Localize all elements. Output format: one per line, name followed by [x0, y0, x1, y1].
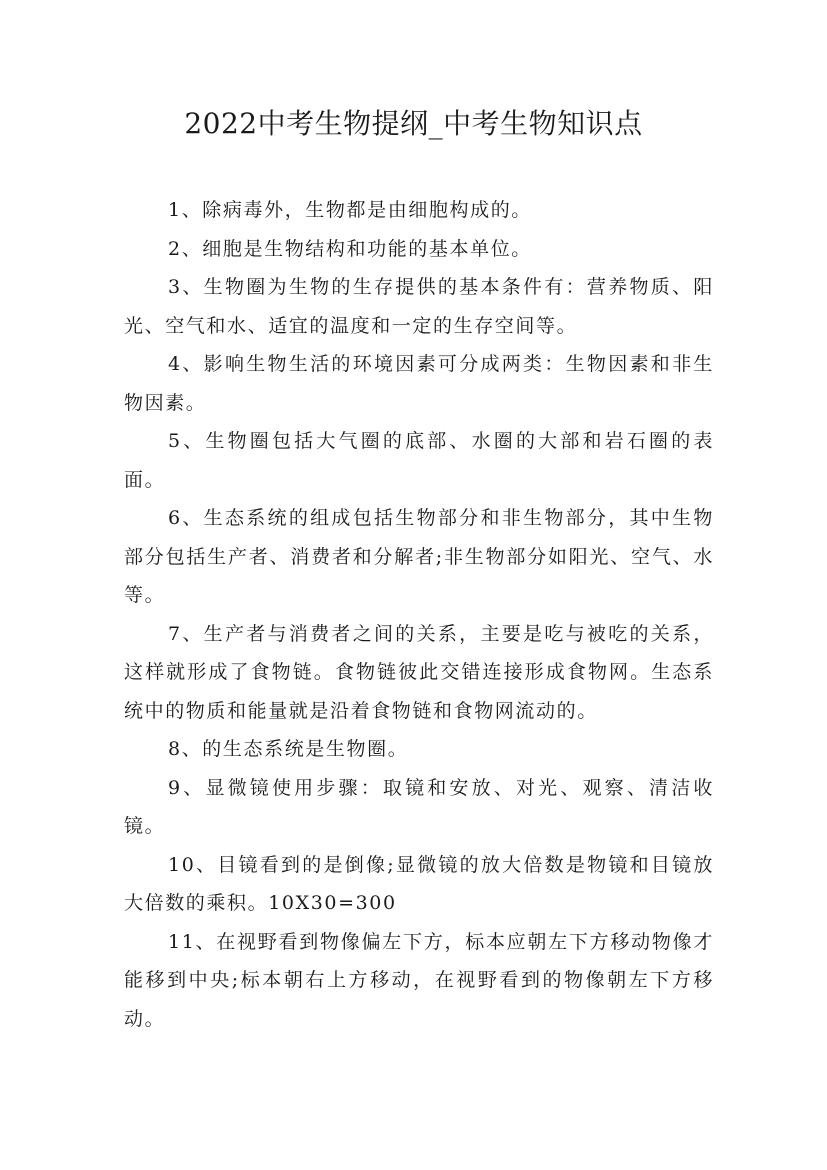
paragraph-9: 9、显微镜使用步骤：取镜和安放、对光、观察、清洁收镜。: [124, 776, 714, 837]
paragraph-3: 3、生物圈为生物的生存提供的基本条件有：营养物质、阳光、空气和水、适宜的温度和一定的生存空间等。: [124, 276, 714, 337]
paragraph-1: 1、除病毒外，生物都是由细胞构成的。: [168, 199, 532, 221]
paragraph-11: 11、在视野看到物像偏左下方，标本应朝左下方移动物像才能移到中央;标本朝右上方移动，在视野看到的物像朝左下方移动。: [124, 930, 714, 1030]
paragraph-4: 4、影响生物生活的环境因素可分成两类：生物因素和非生物因素。: [124, 353, 714, 414]
paragraph-7: 7、生产者与消费者之间的关系，主要是吃与被吃的关系，这样就形成了食物链。食物链彼此交错连接形成食物网。生态系统中的物质和能量就是沿着食物链和食物网流动的。: [124, 622, 714, 722]
paragraph-8: 8、的生态系统是生物圈。: [168, 738, 409, 760]
document-title: 2022中考生物提纲_中考生物知识点: [184, 107, 643, 140]
paragraph-6: 6、生态系统的组成包括生物部分和非生物部分，其中生物部分包括生产者、消费者和分解者;非生物部分如阳光、空气、水等。: [124, 507, 714, 606]
paragraph-2: 2、细胞是生物结构和功能的基本单位。: [168, 237, 532, 260]
document-body: [124, 191, 714, 1038]
paragraph-10: 10、目镜看到的是倒像;显微镜的放大倍数是物镜和目镜放大倍数的乘积。10X30=300: [124, 853, 714, 914]
paragraph-5: 5、生物圈包括大气圈的底部、水圈的大部和岩石圈的表面。: [124, 430, 714, 491]
